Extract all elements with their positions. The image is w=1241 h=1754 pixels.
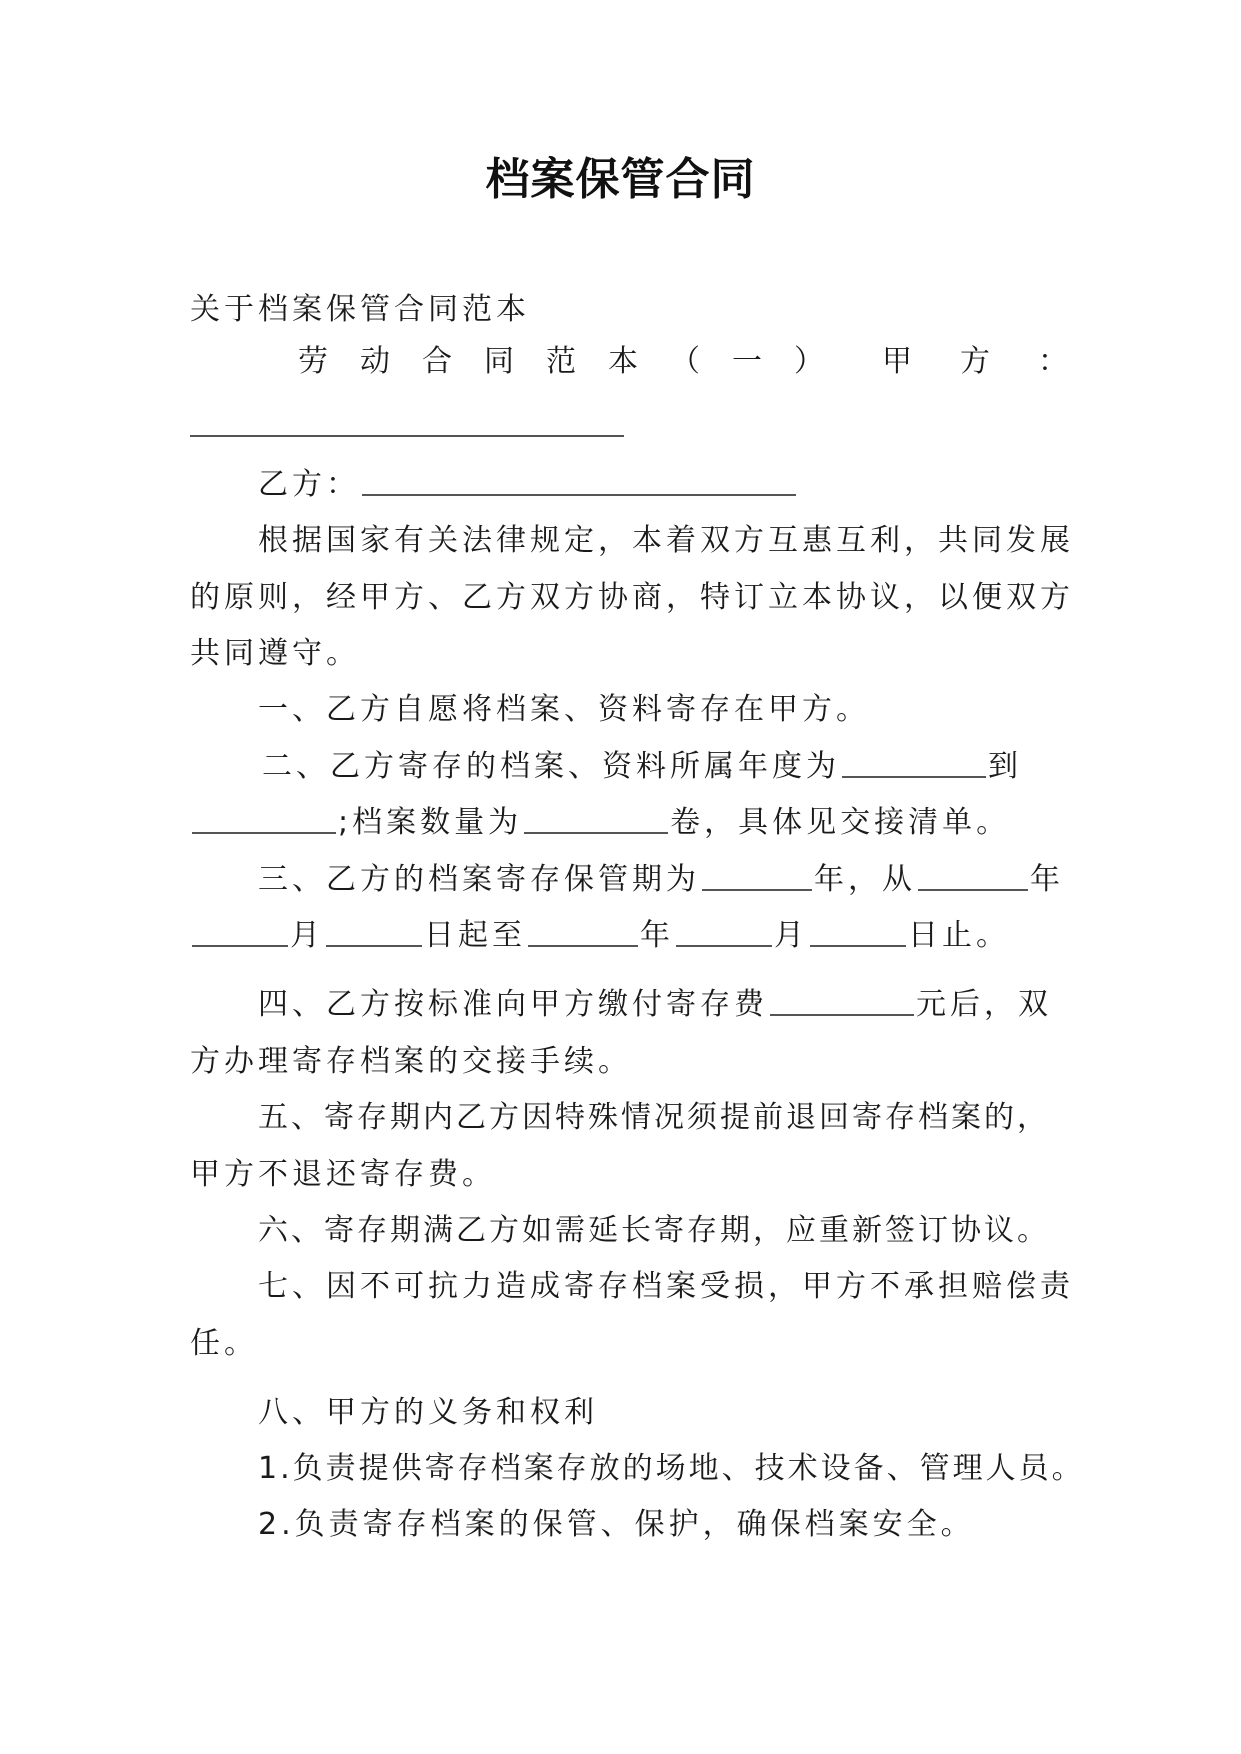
- end-year-blank: [528, 945, 638, 947]
- party-b-line: [258, 465, 798, 505]
- clause-8-item-1: 1.负责提供寄存档案存放的场地、技术设备、管理人员。: [258, 1451, 1085, 1486]
- party-b-label: 乙方：: [258, 467, 360, 502]
- clause-7-line-1: 七、因不可抗力造成寄存档案受损，甲方不承担赔偿责: [258, 1269, 1074, 1304]
- clause-8-heading: 八、甲方的义务和权利: [258, 1395, 598, 1430]
- preamble-line-3: 共同遵守。: [190, 636, 360, 671]
- clause-3-line-1: 三、乙方的档案寄存保管期为 年，从 年: [258, 862, 1064, 897]
- volume-count-blank: [524, 832, 668, 834]
- clause-7-line-2: 任。: [190, 1326, 258, 1361]
- clause-5-line-2: 甲方不退还寄存费。: [190, 1157, 496, 1192]
- clause-8-item-2: 2.负责寄存档案的保管、保护，确保档案安全。: [258, 1507, 975, 1542]
- preamble-line-2: 的原则，经甲方、乙方双方协商，特订立本协议，以便双方: [190, 580, 1074, 615]
- clause-1: 一、乙方自愿将档案、资料寄存在甲方。: [258, 692, 870, 727]
- start-day-blank: [326, 945, 422, 947]
- party-a-blank: [190, 435, 624, 437]
- clause-6: 六、寄存期满乙方如需延长寄存期，应重新签订协议。: [258, 1213, 1050, 1248]
- clause-2-line-2: ;档案数量为 卷，具体见交接清单。: [190, 803, 1010, 843]
- end-day-blank: [810, 945, 906, 947]
- clause-4-line-1: 四、乙方按标准向甲方缴付寄存费 元后，双: [258, 987, 1052, 1022]
- clause-4-line-2: 方办理寄存档案的交接手续。: [190, 1044, 632, 1079]
- end-month-blank: [676, 945, 772, 947]
- preamble-line-1: 根据国家有关法律规定，本着双方互惠互利，共同发展: [258, 523, 1074, 558]
- clause-3-line-2: 月 日起至 年 月 日止。: [190, 916, 1010, 956]
- year-to-blank: [192, 832, 336, 834]
- period-years-blank: [702, 889, 812, 891]
- clause-2-line-1: 二、乙方寄存的档案、资料所属年度为 到: [262, 749, 1022, 784]
- start-month-blank: [192, 945, 288, 947]
- document-title: 档案保管合同: [485, 154, 756, 205]
- storage-fee-blank: [770, 1014, 914, 1016]
- clause-5-line-1: 五、寄存期内乙方因特殊情况须提前退回寄存档案的，: [258, 1100, 1050, 1135]
- party-a-label: 甲方：: [882, 344, 1116, 379]
- party-b-blank: [362, 494, 796, 496]
- start-year-blank: [918, 889, 1028, 891]
- sample-heading: 劳动合同范本（一）: [298, 344, 856, 379]
- year-from-blank: [842, 776, 986, 778]
- document-subtitle: 关于档案保管合同范本: [190, 292, 530, 327]
